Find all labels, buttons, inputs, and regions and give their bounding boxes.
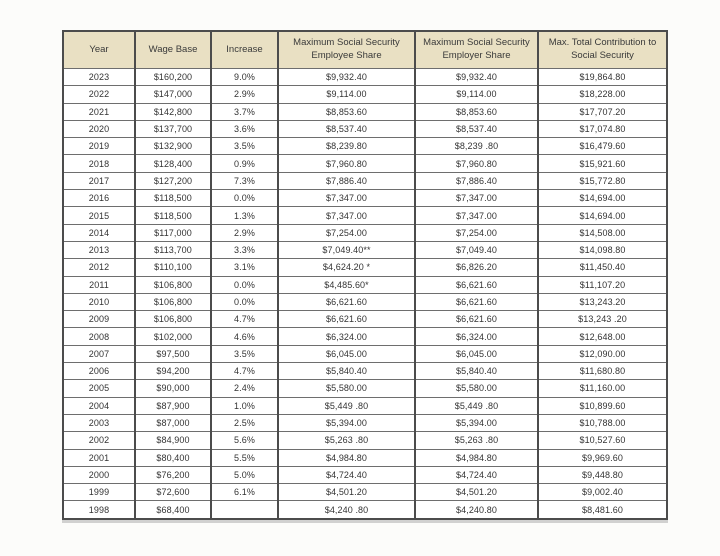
table-row	[63, 414, 667, 431]
cell-employer-share: $5,840.40	[415, 363, 538, 380]
cell-total-contribution: $19,864.80	[538, 69, 667, 86]
table-row	[63, 69, 667, 86]
cell-employee-share: $6,045.00	[278, 345, 415, 362]
cell-employee-share: $4,485.60*	[278, 276, 415, 293]
cell-total-contribution: $13,243.20	[538, 293, 667, 310]
cell-employer-share: $8,537.40	[415, 120, 538, 137]
cell-total-contribution: $10,527.60	[538, 432, 667, 449]
cell-year: 2004	[63, 397, 135, 414]
social-security-wage-base-table	[62, 30, 668, 520]
table-row	[63, 103, 667, 120]
table-row	[63, 501, 667, 519]
cell-wage-base: $128,400	[135, 155, 211, 172]
cell-total-contribution: $12,648.00	[538, 328, 667, 345]
table-row	[63, 311, 667, 328]
table-row	[63, 449, 667, 466]
cell-employer-share: $9,932.40	[415, 69, 538, 86]
cell-year: 2010	[63, 293, 135, 310]
cell-year: 2001	[63, 449, 135, 466]
table-header	[63, 31, 667, 69]
cell-employer-share: $7,347.00	[415, 207, 538, 224]
cell-wage-base: $106,800	[135, 311, 211, 328]
cell-wage-base: $102,000	[135, 328, 211, 345]
cell-total-contribution: $10,788.00	[538, 414, 667, 431]
table-row	[63, 259, 667, 276]
cell-wage-base: $84,900	[135, 432, 211, 449]
cell-wage-base: $113,700	[135, 241, 211, 258]
cell-total-contribution: $18,228.00	[538, 86, 667, 103]
cell-employer-share: $4,984.80	[415, 449, 538, 466]
cell-increase: 4.6%	[211, 328, 278, 345]
cell-total-contribution: $15,921.60	[538, 155, 667, 172]
cell-employer-share: $5,449 .80	[415, 397, 538, 414]
cell-increase: 3.3%	[211, 241, 278, 258]
cell-employee-share: $9,932.40	[278, 69, 415, 86]
table-row	[63, 190, 667, 207]
cell-year: 2020	[63, 120, 135, 137]
cell-year: 2013	[63, 241, 135, 258]
cell-year: 1998	[63, 501, 135, 519]
col-header-increase: Increase	[211, 31, 278, 69]
cell-wage-base: $137,700	[135, 120, 211, 137]
cell-wage-base: $147,000	[135, 86, 211, 103]
cell-wage-base: $132,900	[135, 138, 211, 155]
cell-employer-share: $6,621.60	[415, 311, 538, 328]
cell-employer-share: $7,049.40	[415, 241, 538, 258]
cell-wage-base: $94,200	[135, 363, 211, 380]
cell-employer-share: $6,045.00	[415, 345, 538, 362]
cell-year: 2017	[63, 172, 135, 189]
cell-wage-base: $80,400	[135, 449, 211, 466]
cell-employee-share: $4,240 .80	[278, 501, 415, 519]
cell-employee-share: $4,724.40	[278, 466, 415, 483]
cell-year: 2015	[63, 207, 135, 224]
cell-wage-base: $117,000	[135, 224, 211, 241]
cell-wage-base: $90,000	[135, 380, 211, 397]
cell-employee-share: $6,324.00	[278, 328, 415, 345]
table-row	[63, 138, 667, 155]
cell-employer-share: $6,826.20	[415, 259, 538, 276]
col-header-year: Year	[63, 31, 135, 69]
table-row	[63, 86, 667, 103]
cell-increase: 2.4%	[211, 380, 278, 397]
cell-year: 2022	[63, 86, 135, 103]
cell-year: 2009	[63, 311, 135, 328]
cell-year: 1999	[63, 484, 135, 501]
cell-total-contribution: $14,694.00	[538, 190, 667, 207]
cell-increase: 3.5%	[211, 345, 278, 362]
cell-employer-share: $4,724.40	[415, 466, 538, 483]
cell-increase: 0.0%	[211, 293, 278, 310]
table-row	[63, 432, 667, 449]
cell-total-contribution: $11,160.00	[538, 380, 667, 397]
cell-increase: 6.1%	[211, 484, 278, 501]
cell-year: 2021	[63, 103, 135, 120]
cell-increase: 0.9%	[211, 155, 278, 172]
cell-wage-base: $110,100	[135, 259, 211, 276]
cell-year: 2000	[63, 466, 135, 483]
cell-total-contribution: $11,107.20	[538, 276, 667, 293]
cell-employer-share: $6,324.00	[415, 328, 538, 345]
cell-wage-base: $97,500	[135, 345, 211, 362]
cell-increase: 1.0%	[211, 397, 278, 414]
cell-employee-share: $9,114.00	[278, 86, 415, 103]
cell-year: 2018	[63, 155, 135, 172]
cell-employee-share: $7,960.80	[278, 155, 415, 172]
cell-wage-base: $72,600	[135, 484, 211, 501]
cell-wage-base: $142,800	[135, 103, 211, 120]
cell-wage-base: $106,800	[135, 293, 211, 310]
cell-employee-share: $8,537.40	[278, 120, 415, 137]
cell-employer-share: $8,239 .80	[415, 138, 538, 155]
cell-wage-base: $160,200	[135, 69, 211, 86]
table-row	[63, 207, 667, 224]
cell-employee-share: $8,239.80	[278, 138, 415, 155]
cell-total-contribution: $12,090.00	[538, 345, 667, 362]
cell-increase: 4.7%	[211, 363, 278, 380]
header-row	[63, 31, 667, 69]
cell-employee-share: $7,347.00	[278, 207, 415, 224]
table-row	[63, 120, 667, 137]
cell-year: 2005	[63, 380, 135, 397]
cell-year: 2011	[63, 276, 135, 293]
cell-wage-base: $76,200	[135, 466, 211, 483]
cell-employee-share: $6,621.60	[278, 311, 415, 328]
cell-year: 2003	[63, 414, 135, 431]
cell-employer-share: $7,886.40	[415, 172, 538, 189]
cell-total-contribution: $14,508.00	[538, 224, 667, 241]
cell-employer-share: $4,501.20	[415, 484, 538, 501]
cell-employer-share: $7,347.00	[415, 190, 538, 207]
cell-increase: 5.6%	[211, 432, 278, 449]
cell-employer-share: $9,114.00	[415, 86, 538, 103]
cell-employee-share: $4,984.80	[278, 449, 415, 466]
cell-employee-share: $5,263 .80	[278, 432, 415, 449]
cell-employee-share: $7,886.40	[278, 172, 415, 189]
cell-year: 2007	[63, 345, 135, 362]
cell-employee-share: $5,580.00	[278, 380, 415, 397]
cell-employer-share: $7,960.80	[415, 155, 538, 172]
cell-total-contribution: $14,098.80	[538, 241, 667, 258]
cell-employee-share: $7,049.40**	[278, 241, 415, 258]
cell-year: 2023	[63, 69, 135, 86]
cell-increase	[211, 501, 278, 519]
cell-employee-share: $6,621.60	[278, 293, 415, 310]
cell-employer-share: $6,621.60	[415, 276, 538, 293]
cell-total-contribution: $17,707.20	[538, 103, 667, 120]
cell-employee-share: $5,840.40	[278, 363, 415, 380]
cell-total-contribution: $8,481.60	[538, 501, 667, 519]
table-row	[63, 380, 667, 397]
table-row	[63, 172, 667, 189]
cell-wage-base: $118,500	[135, 190, 211, 207]
cell-total-contribution: $16,479.60	[538, 138, 667, 155]
table-row	[63, 397, 667, 414]
cell-wage-base: $87,000	[135, 414, 211, 431]
cell-increase: 4.7%	[211, 311, 278, 328]
cell-year: 2006	[63, 363, 135, 380]
cell-year: 2014	[63, 224, 135, 241]
cell-total-contribution: $11,450.40	[538, 259, 667, 276]
cell-employer-share: $6,621.60	[415, 293, 538, 310]
cell-increase: 0.0%	[211, 276, 278, 293]
table-body	[63, 69, 667, 519]
col-header-wage-base: Wage Base	[135, 31, 211, 69]
cell-total-contribution: $17,074.80	[538, 120, 667, 137]
cell-year: 2002	[63, 432, 135, 449]
cell-employer-share: $7,254.00	[415, 224, 538, 241]
table-row	[63, 155, 667, 172]
cell-increase: 3.7%	[211, 103, 278, 120]
cell-wage-base: $118,500	[135, 207, 211, 224]
cell-increase: 3.5%	[211, 138, 278, 155]
cell-increase: 5.0%	[211, 466, 278, 483]
cell-total-contribution: $9,448.80	[538, 466, 667, 483]
table-row	[63, 224, 667, 241]
cell-total-contribution: $9,002.40	[538, 484, 667, 501]
cell-total-contribution: $9,969.60	[538, 449, 667, 466]
cell-increase: 2.5%	[211, 414, 278, 431]
cell-year: 2008	[63, 328, 135, 345]
cell-employer-share: $5,580.00	[415, 380, 538, 397]
cell-employee-share: $5,394.00	[278, 414, 415, 431]
cell-increase: 1.3%	[211, 207, 278, 224]
cell-employee-share: $7,254.00	[278, 224, 415, 241]
cell-employer-share: $4,240.80	[415, 501, 538, 519]
table-row	[63, 484, 667, 501]
cell-employee-share: $4,501.20	[278, 484, 415, 501]
cell-total-contribution: $15,772.80	[538, 172, 667, 189]
cell-employee-share: $8,853.60	[278, 103, 415, 120]
cell-wage-base: $87,900	[135, 397, 211, 414]
cell-employer-share: $8,853.60	[415, 103, 538, 120]
cell-increase: 3.1%	[211, 259, 278, 276]
cell-wage-base: $127,200	[135, 172, 211, 189]
cell-increase: 2.9%	[211, 86, 278, 103]
col-header-employer-share: Maximum Social Security Employer Share	[415, 31, 538, 69]
cell-employee-share: $7,347.00	[278, 190, 415, 207]
cell-increase: 9.0%	[211, 69, 278, 86]
col-header-total-contribution: Max. Total Contribution to Social Security	[538, 31, 667, 69]
cell-year: 2019	[63, 138, 135, 155]
cell-employer-share: $5,394.00	[415, 414, 538, 431]
table-row	[63, 293, 667, 310]
table-row	[63, 363, 667, 380]
cell-wage-base: $106,800	[135, 276, 211, 293]
cell-increase: 5.5%	[211, 449, 278, 466]
cell-wage-base: $68,400	[135, 501, 211, 519]
cell-total-contribution: $14,694.00	[538, 207, 667, 224]
table-row	[63, 276, 667, 293]
cell-employee-share: $5,449 .80	[278, 397, 415, 414]
table-row	[63, 345, 667, 362]
cell-increase: 7.3%	[211, 172, 278, 189]
cell-increase: 0.0%	[211, 190, 278, 207]
table-row	[63, 328, 667, 345]
cell-employee-share: $4,624.20 *	[278, 259, 415, 276]
cell-increase: 2.9%	[211, 224, 278, 241]
cell-increase: 3.6%	[211, 120, 278, 137]
cell-total-contribution: $10,899.60	[538, 397, 667, 414]
col-header-employee-share: Maximum Social Security Employee Share	[278, 31, 415, 69]
cell-employer-share: $5,263 .80	[415, 432, 538, 449]
cell-total-contribution: $11,680.80	[538, 363, 667, 380]
table-row	[63, 241, 667, 258]
cell-year: 2012	[63, 259, 135, 276]
cell-year: 2016	[63, 190, 135, 207]
table-row	[63, 466, 667, 483]
cell-total-contribution: $13,243 .20	[538, 311, 667, 328]
